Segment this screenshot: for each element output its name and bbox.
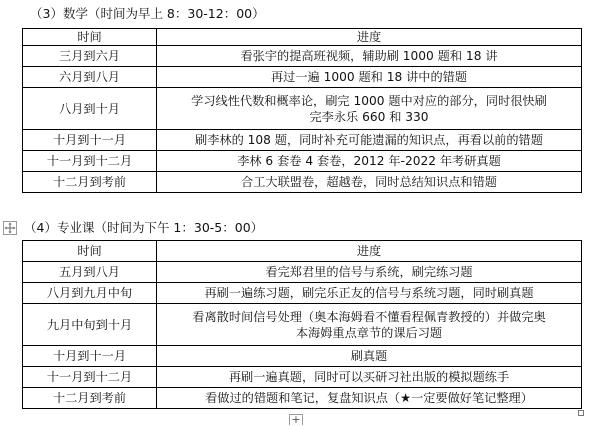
progress-column-header: 进度 — [157, 241, 582, 262]
time-cell: 十二月到考前 — [23, 172, 157, 193]
progress-cell: 再刷一遍练习题，刷完乐正友的信号与系统习题，同时刷真题 — [157, 283, 582, 304]
major-course-schedule-table — [22, 240, 582, 409]
move-arrows-icon[interactable] — [3, 221, 17, 235]
time-cell: 五月到八月 — [23, 262, 157, 283]
table-row — [23, 88, 582, 130]
time-cell: 十月到十一月 — [23, 130, 157, 151]
time-cell: 八月到十月 — [23, 88, 157, 130]
table-row — [23, 67, 582, 88]
progress-cell: 看完郑君里的信号与系统，刷完练习题 — [157, 262, 582, 283]
time-cell: 九月中旬到十月 — [23, 304, 157, 346]
time-cell: 十一月到十二月 — [23, 367, 157, 388]
table-row — [23, 388, 582, 409]
time-cell: 八月到九月中旬 — [23, 283, 157, 304]
progress-line: 本海姆重点章节的课后习题 — [295, 325, 443, 340]
table-row — [23, 367, 582, 388]
progress-cell: 合工大联盟卷，超越卷，同时总结知识点和错题 — [157, 172, 582, 193]
table-row — [23, 283, 582, 304]
time-cell: 十二月到考前 — [23, 388, 157, 409]
time-cell: 六月到八月 — [23, 67, 157, 88]
table-header-row — [23, 241, 582, 262]
section3-heading: （3）数学（时间为早上 8：30-12：00） — [30, 6, 265, 21]
progress-line: 完李永乐 660 和 330 — [309, 109, 429, 124]
table-row — [23, 346, 582, 367]
progress-cell: 看做过的错题和笔记，复盘知识点（★一定要做好笔记整理） — [157, 388, 582, 409]
progress-cell: 刷李林的 108 题，同时补充可能遗漏的知识点，再看以前的错题 — [157, 130, 582, 151]
progress-cell — [157, 88, 582, 130]
table-row — [23, 304, 582, 346]
progress-line: 看离散时间信号处理（奥本海姆看不懂看程佩青教授的）并做完奥 — [192, 309, 546, 324]
progress-cell — [157, 304, 582, 346]
time-cell: 十月到十一月 — [23, 346, 157, 367]
table-resize-handle[interactable] — [578, 410, 584, 416]
add-row-button[interactable]: + — [289, 414, 303, 425]
math-schedule-table — [22, 28, 582, 193]
progress-line: 学习线性代数和概率论，刷完 1000 题中对应的部分，同时很快刷 — [191, 93, 547, 108]
table-row — [23, 151, 582, 172]
time-cell: 三月到六月 — [23, 46, 157, 67]
table-row — [23, 172, 582, 193]
progress-cell: 看张宇的提高班视频，辅助刷 1000 题和 18 讲 — [157, 46, 582, 67]
table-header-row — [23, 29, 582, 46]
table-row — [23, 130, 582, 151]
progress-cell: 李林 6 套卷 4 套卷，2012 年-2022 年考研真题 — [157, 151, 582, 172]
time-column-header: 时间 — [23, 29, 157, 46]
table-row — [23, 46, 582, 67]
time-cell: 十一月到十二月 — [23, 151, 157, 172]
progress-cell: 再刷一遍真题，同时可以买研习社出版的模拟题练手 — [157, 367, 582, 388]
section4-heading: （4）专业课（时间为下午 1：30-5：00） — [24, 220, 264, 235]
progress-cell: 再过一遍 1000 题和 18 讲中的错题 — [157, 67, 582, 88]
progress-column-header: 进度 — [157, 29, 582, 46]
progress-cell: 刷真题 — [157, 346, 582, 367]
table-row — [23, 262, 582, 283]
time-column-header: 时间 — [23, 241, 157, 262]
